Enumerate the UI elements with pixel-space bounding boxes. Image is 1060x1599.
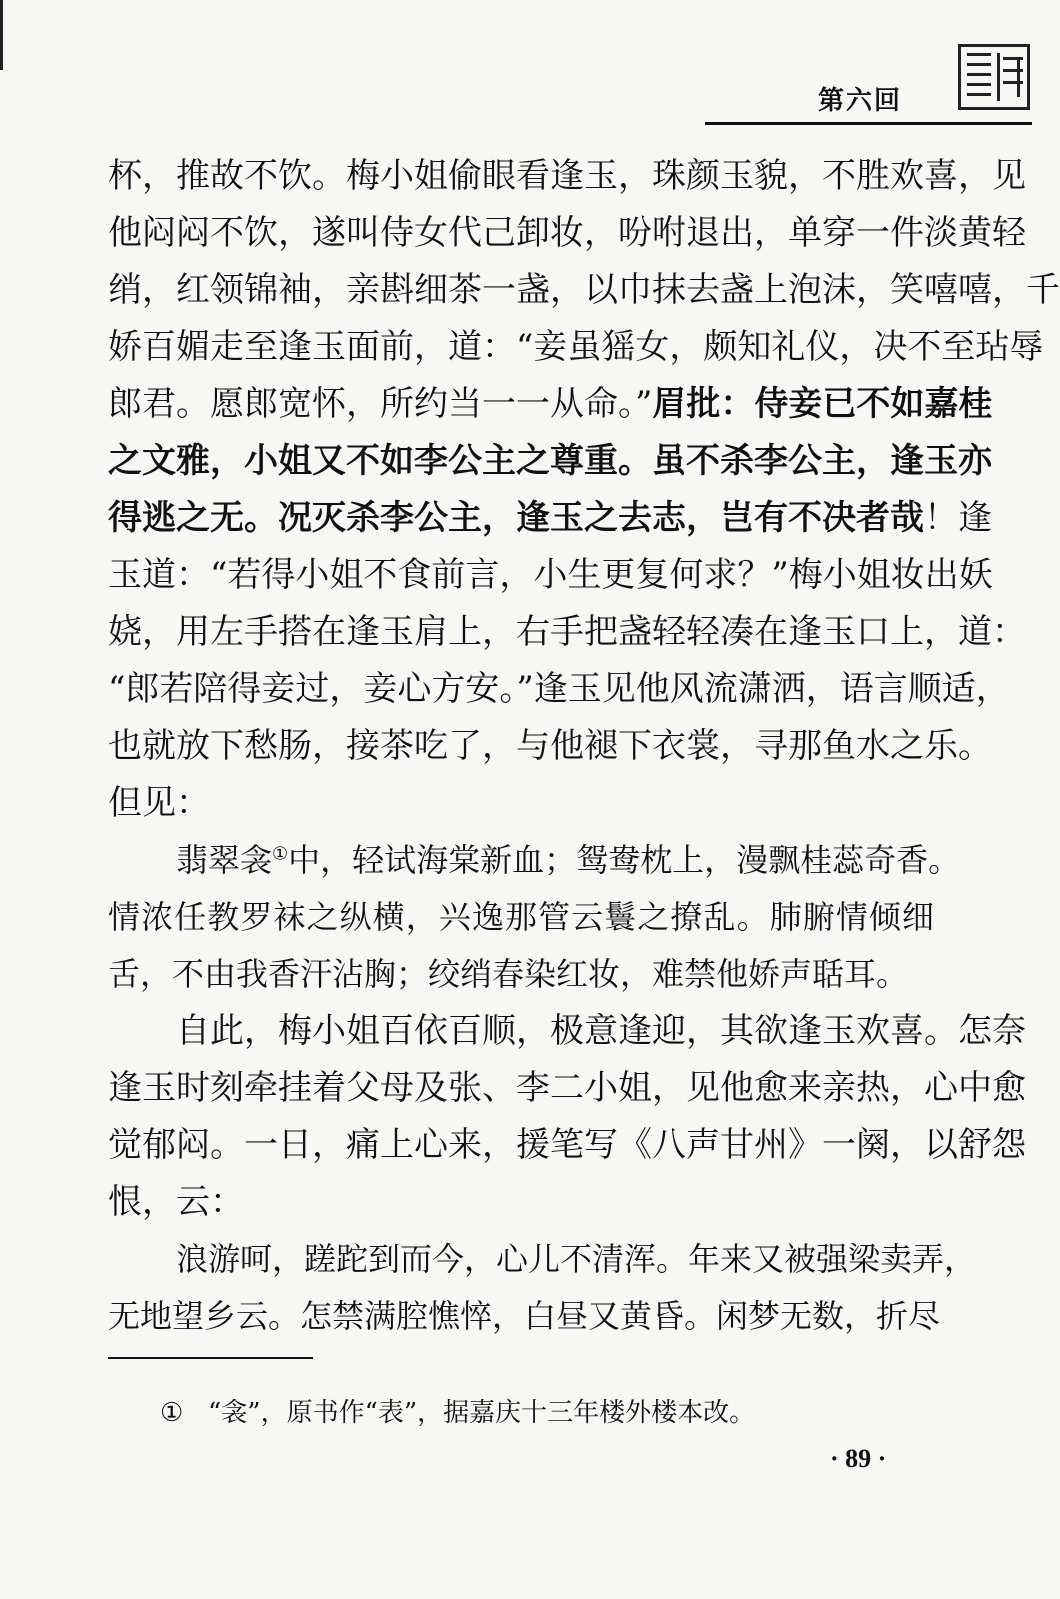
text-line: 娇百媚走至逢玉面前，道：“妾虽猺女，颇知礼仪，决不至玷辱 <box>108 327 1044 367</box>
poem-line: 浪游呵，蹉跎到而今，心儿不清浑。年来又被强梁卖弄， <box>176 1240 977 1278</box>
poem-line: 舌，不由我香汗沾胸；绞绡春染红妆，难禁他娇声聒耳。 <box>108 955 909 993</box>
commentary-span: 得逃之无。况灭杀李公主，逢玉之去志，岂有不决者哉 <box>108 498 924 538</box>
commentary-span: 眉批：侍妾已不如嘉桂 <box>652 384 993 424</box>
text-line: 觉郁闷。一日，痛上心来，援笔写《八声甘州》一阕，以舒怨 <box>108 1125 1026 1165</box>
text-span: 翡翠衾 <box>176 841 273 879</box>
poem-line: 无地望乡云。怎禁满腔憔悴，白昼又黄昏。闲梦无数，折尽 <box>108 1297 941 1335</box>
text-span: ！逢 <box>924 498 992 538</box>
page-edge-mark <box>0 0 3 70</box>
chapter-title: 第六回 <box>818 86 903 116</box>
footnote-text: “衾”，原书作“表”，据嘉庆十三年楼外楼本改。 <box>208 1398 756 1428</box>
footnote <box>160 1392 755 1429</box>
text-line <box>108 376 993 433</box>
header-rule <box>705 122 1032 125</box>
text-line: 玉道：“若得小姐不食前言，小生更复何求？”梅小姐妆出妖 <box>108 555 993 595</box>
poem-block <box>108 832 961 1003</box>
poem-block <box>108 1231 977 1345</box>
text-line: 逢玉时刻牵挂着父母及张、李二小姐，见他愈来亲热，心中愈 <box>108 1068 1026 1108</box>
text-line: 他闷闷不饮，遂叫侍女代己卸妆，吩咐退出，单穿一件淡黄轻 <box>108 213 1026 253</box>
text-line <box>108 490 992 547</box>
text-line: 也就放下愁肠，接茶吃了，与他褪下衣裳，寻那鱼水之乐。 <box>108 726 992 766</box>
text-span: 郎君。愿郎宽怀，所约当一一从命。” <box>108 384 653 424</box>
text-line: 绡，红领锦袖，亲斟细茶一盏，以巾抹去盏上泡沫，笑嘻嘻，千 <box>108 270 1060 310</box>
text-span: 中，轻试海棠新血；鸳鸯枕上，漫飘桂蕊奇香。 <box>288 841 961 879</box>
footnote-mark: ① <box>160 1398 184 1428</box>
poem-line <box>108 832 961 889</box>
commentary-line: 之文雅，小姐又不如李公主之尊重。虽不杀李公主，逢玉亦 <box>108 441 992 481</box>
main-text <box>108 148 1060 1345</box>
text-line: 但见： <box>108 783 210 823</box>
text-line: 娆，用左手搭在逢玉肩上，右手把盏轻轻凑在逢玉口上，道： <box>108 612 1026 652</box>
text-line: 恨，云： <box>108 1182 244 1222</box>
text-line: “郎若陪得妾过，妾心方安。”逢玉见他风流潇洒，语言顺适， <box>108 669 1010 709</box>
poem-line: 情浓任教罗袜之纵横，兴逸那管云鬟之撩乱。肺腑情倾细 <box>108 898 934 936</box>
footnote-rule <box>108 1357 313 1359</box>
text-line: 杯，推故不饮。梅小姐偷眼看逢玉，珠颜玉貌，不胜欢喜，见 <box>108 156 1026 196</box>
publisher-seal-logo <box>958 44 1030 110</box>
page-number: · 89 · <box>830 1444 887 1473</box>
footnote-ref: ① <box>272 843 289 865</box>
text-line: 自此，梅小姐百依百顺，极意逢迎，其欲逢玉欢喜。怎奈 <box>176 1011 1026 1051</box>
